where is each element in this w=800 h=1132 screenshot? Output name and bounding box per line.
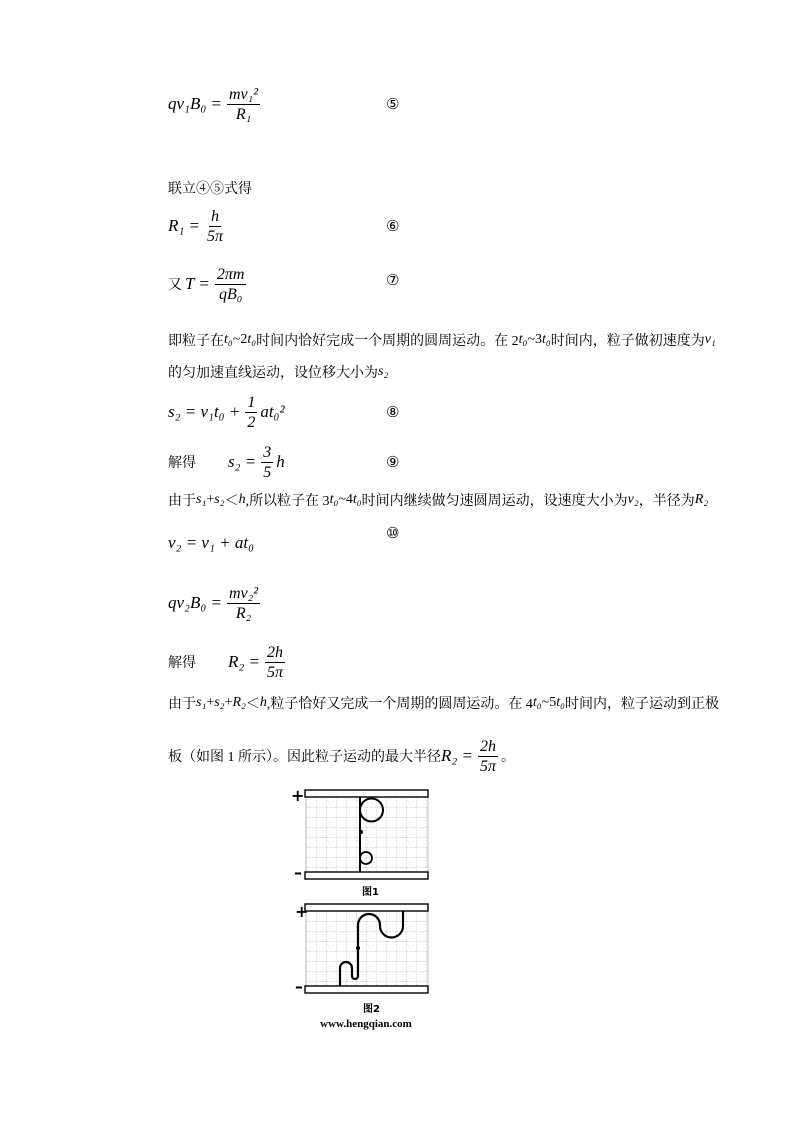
fraction-denominator: 5π: [207, 227, 224, 245]
text-run: 时间内，粒子做初速度为: [550, 334, 705, 349]
equation-5: [168, 82, 263, 126]
equation-lhs: R₁ =: [168, 216, 201, 235]
negative-plate: [305, 872, 428, 879]
fraction: [205, 207, 225, 246]
text-run: 时间内，粒子运动到正极: [565, 697, 719, 712]
fraction-numerator: 2h: [480, 737, 497, 755]
particle-dot: [356, 946, 360, 950]
fraction-numerator: mv₂²: [228, 584, 258, 602]
equation-lhs: s₂ = v₁t₀ +: [168, 402, 241, 421]
negative-sign: –: [294, 863, 302, 882]
math-variable: s₂: [378, 364, 389, 379]
math-variable: R₂: [232, 695, 246, 710]
negative-plate: [305, 986, 428, 993]
text-run: 时间内恰好完成一个周期的圆周运动。在 2: [256, 334, 519, 349]
paragraph-line-5: [168, 734, 515, 778]
equation-lhs: T =: [185, 274, 210, 293]
fraction: [227, 85, 260, 124]
text-run: ＜: [224, 494, 239, 509]
fraction-numerator: 2πm: [216, 265, 245, 283]
text-run: ,粒子恰好又完成一个周期的圆周运动。在 4: [266, 697, 533, 712]
negative-sign: –: [295, 977, 303, 996]
text-run: ~4: [338, 492, 353, 507]
text-run: +: [206, 695, 215, 710]
fraction: [478, 737, 498, 776]
text-run: 即粒子在: [168, 334, 224, 349]
math-variable: v₂: [627, 492, 639, 507]
equation-number-7: ⑦: [386, 271, 400, 289]
sentence-end: 。: [501, 750, 516, 765]
math-variable: t₀: [541, 332, 551, 347]
equation-lhs: R₂ =: [441, 746, 474, 765]
equation-number-6: ⑥: [386, 217, 400, 235]
text-run: ＜: [245, 697, 260, 712]
math-variable: s₁: [196, 492, 207, 507]
fraction-denominator: 2: [247, 413, 256, 431]
math-variable: t₀: [532, 695, 542, 710]
positive-sign: +: [291, 786, 305, 805]
text-run: +: [206, 492, 215, 507]
equation-rhs: at₀²: [260, 402, 285, 421]
fraction-numerator: h: [211, 207, 220, 225]
text-run: +: [224, 695, 233, 710]
fraction-numerator: 1: [247, 393, 256, 411]
math-variable: t₀: [352, 492, 362, 507]
fraction-denominator: R₂: [235, 604, 252, 622]
fraction: [227, 584, 260, 623]
math-variable: t₀: [556, 695, 565, 710]
equation-number-9: ⑨: [386, 453, 400, 471]
text-run: 由于: [168, 697, 196, 712]
solve-label: 解得: [168, 456, 196, 471]
fraction: [245, 393, 257, 432]
text-run: 的匀加速直线运动，设位移大小为: [168, 366, 378, 381]
fraction: [265, 643, 285, 682]
equation-lhs: qv₁B₀ =: [168, 94, 222, 113]
math-variable: v₁: [704, 332, 716, 347]
equation-lhs: qv₂B₀ =: [168, 593, 222, 612]
fraction: [261, 443, 273, 482]
text-run: 时间内继续做匀速圆周运动，设速度大小为: [361, 494, 628, 509]
text-run: 板（如图 1 所示）。因此粒子运动的最大半径: [168, 750, 441, 765]
equation-number-8: ⑧: [386, 403, 400, 421]
positive-sign: +: [295, 902, 309, 921]
fraction-denominator: 5π: [480, 757, 497, 775]
math-variable: R₂: [694, 492, 709, 507]
figure-1-diagram: [285, 785, 435, 885]
text-run: ~3: [527, 332, 542, 347]
equation-lhs: R₂ =: [228, 652, 261, 671]
solve-label: 解得: [168, 656, 196, 671]
math-variable: h: [259, 695, 267, 710]
grid-area: [306, 797, 428, 872]
fraction-denominator: 5π: [267, 663, 284, 681]
fraction-numerator: mv₁²: [228, 85, 258, 103]
text-run: ，半径为: [638, 494, 695, 509]
math-variable: t₀: [247, 332, 257, 347]
figure-1-caption: 图1: [362, 887, 379, 898]
particle-dot: [359, 830, 363, 834]
text-run: ~2: [232, 332, 248, 347]
fraction-numerator: 3: [263, 443, 272, 461]
paragraph-line-4: [168, 681, 719, 725]
equation-number-5: ⑤: [386, 95, 400, 113]
equation-prefix: 又: [168, 278, 182, 293]
equation-expression: v₂ = v₁ + at₀: [168, 533, 254, 552]
text-run: 由于: [168, 494, 196, 509]
fraction-denominator: qB₀: [218, 285, 243, 303]
positive-plate: [305, 790, 428, 797]
grid-area: [306, 911, 428, 986]
text-run: ~5: [541, 695, 557, 710]
combine-label: 联立④⑤式得: [168, 182, 252, 197]
equation-lhs: s₂ =: [228, 452, 257, 471]
fraction: [215, 265, 247, 304]
equation-number-10: ⑩: [386, 524, 400, 542]
equation-7: [168, 262, 249, 306]
equation-12: [168, 640, 288, 684]
math-variable: h: [238, 492, 246, 507]
paragraph-text: [168, 746, 441, 766]
fraction-denominator: 5: [263, 463, 272, 481]
math-variable: t₀: [224, 332, 233, 347]
text-run: ,所以粒子在 3: [245, 494, 330, 509]
math-variable: t₀: [329, 492, 339, 507]
figure-2-caption: 图2: [363, 1004, 380, 1015]
equation-11: [168, 581, 263, 625]
positive-plate: [305, 904, 428, 911]
website-watermark: www.hengqian.com: [320, 1018, 412, 1030]
math-variable: t₀: [518, 332, 528, 347]
math-variable: s₂: [214, 695, 225, 710]
equation-10: [168, 521, 254, 565]
equation-8: [168, 390, 285, 434]
math-variable: s₁: [196, 695, 207, 710]
paragraph-line-3: [168, 478, 708, 522]
math-variable: s₂: [214, 492, 225, 507]
fraction-numerator: 2h: [267, 643, 284, 661]
equation-rhs: h: [276, 452, 285, 471]
paragraph-line-2: [168, 350, 388, 394]
fraction-denominator: R₁: [235, 105, 252, 123]
equation-6: [168, 204, 228, 248]
